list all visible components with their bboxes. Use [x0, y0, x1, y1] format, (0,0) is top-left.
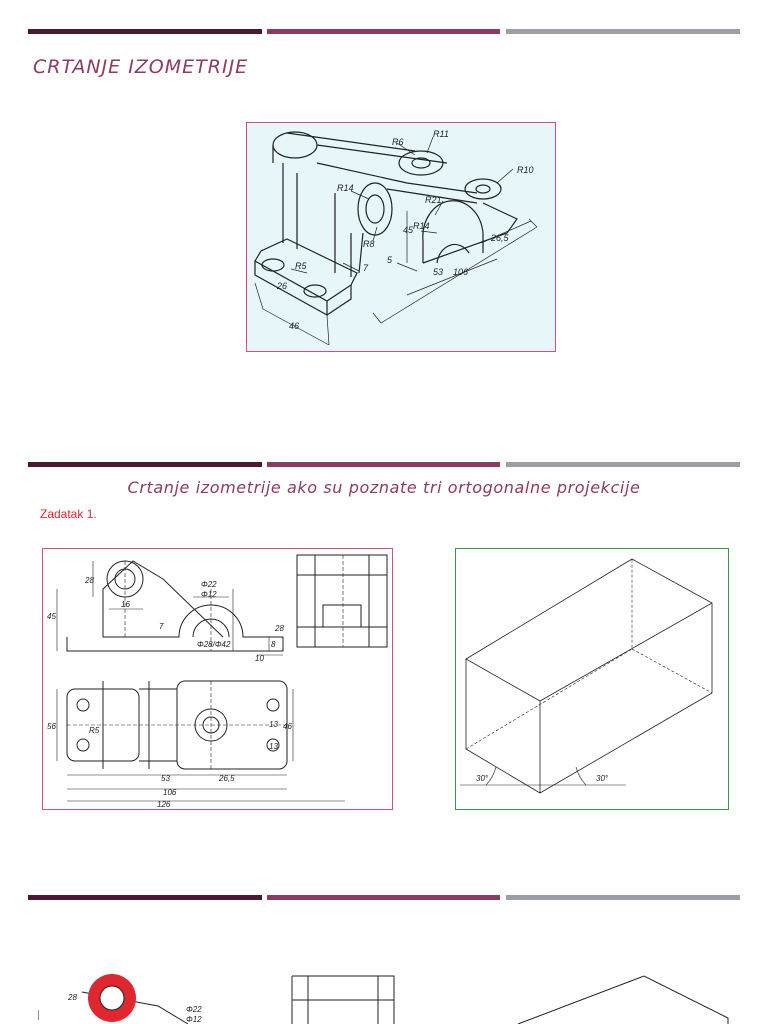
isometric-part-svg: [247, 123, 555, 351]
divider-dark: [28, 462, 262, 467]
divider-dark: [28, 29, 262, 34]
iso-label-r21: R21: [425, 195, 442, 205]
isometric-drawing: [246, 122, 556, 352]
divider-grey: [506, 462, 740, 467]
iso-label-r11: R11: [433, 129, 449, 139]
iso-label-r6: R6: [392, 137, 404, 147]
box-angle-left: 30°: [476, 774, 489, 783]
iso-label-5: 5: [387, 255, 393, 265]
front-label-phi22: Φ22: [201, 580, 217, 589]
iso-label-7: 7: [363, 263, 369, 273]
top-label-106: 106: [163, 788, 177, 797]
top-label-r5: R5: [89, 726, 100, 735]
iso-label-26: 26: [277, 281, 288, 291]
divider-grey: [506, 29, 740, 34]
partial-projections: [38, 960, 738, 1024]
front-label-7: 7: [159, 622, 164, 631]
partial-label-phi12: Φ12: [186, 1015, 202, 1024]
orthographic-projections: [42, 548, 393, 810]
divider-dark: [28, 895, 262, 900]
projections-svg: [43, 549, 392, 809]
partial-label-28: 28: [68, 993, 77, 1002]
front-label-phi28-phi42: Φ28/Φ42: [197, 640, 231, 649]
iso-label-46: 46: [289, 321, 300, 331]
top-label-126: 126: [157, 800, 171, 809]
front-label-28b: 28: [275, 624, 284, 633]
isometric-box-svg: [456, 549, 728, 809]
front-label-8: 8: [271, 640, 276, 649]
divider-grey: [506, 895, 740, 900]
iso-label-53: 53: [433, 267, 444, 277]
front-label-45: 45: [47, 612, 56, 621]
iso-label-r5: R5: [295, 261, 307, 271]
front-label-16: 16: [121, 600, 130, 609]
divider-accent: [267, 29, 500, 34]
divider-accent: [267, 895, 500, 900]
divider-accent: [267, 462, 500, 467]
top-label-46: 46: [283, 722, 292, 731]
top-label-56: 56: [47, 722, 56, 731]
iso-label-r10: R10: [517, 165, 534, 175]
iso-label-106: 106: [453, 267, 469, 277]
top-label-26-5: 26,5: [219, 774, 235, 783]
front-label-28: 28: [85, 576, 94, 585]
front-label-10: 10: [255, 654, 264, 663]
iso-label-r8: R8: [363, 239, 375, 249]
task-label: Zadatak 1.: [40, 507, 97, 521]
top-label-53: 53: [161, 774, 170, 783]
iso-label-r14b: R14: [413, 221, 430, 231]
top-label-13a: 13: [269, 720, 278, 729]
slide-subtitle: Crtanje izometrije ako su poznate tri ortogonalne projekcije: [127, 478, 641, 497]
iso-label-45: 45: [403, 225, 414, 235]
iso-label-26-5: 26,5: [491, 233, 509, 243]
slide-title: CRTANJE IZOMETRIJE: [33, 56, 249, 78]
isometric-box-frame: [455, 548, 729, 810]
front-label-phi12: Φ12: [201, 590, 217, 599]
iso-label-r14a: R14: [337, 183, 354, 193]
box-angle-right: 30°: [596, 774, 609, 783]
top-label-13b: 13: [269, 742, 278, 751]
partial-label-phi22: Φ22: [186, 1005, 202, 1014]
